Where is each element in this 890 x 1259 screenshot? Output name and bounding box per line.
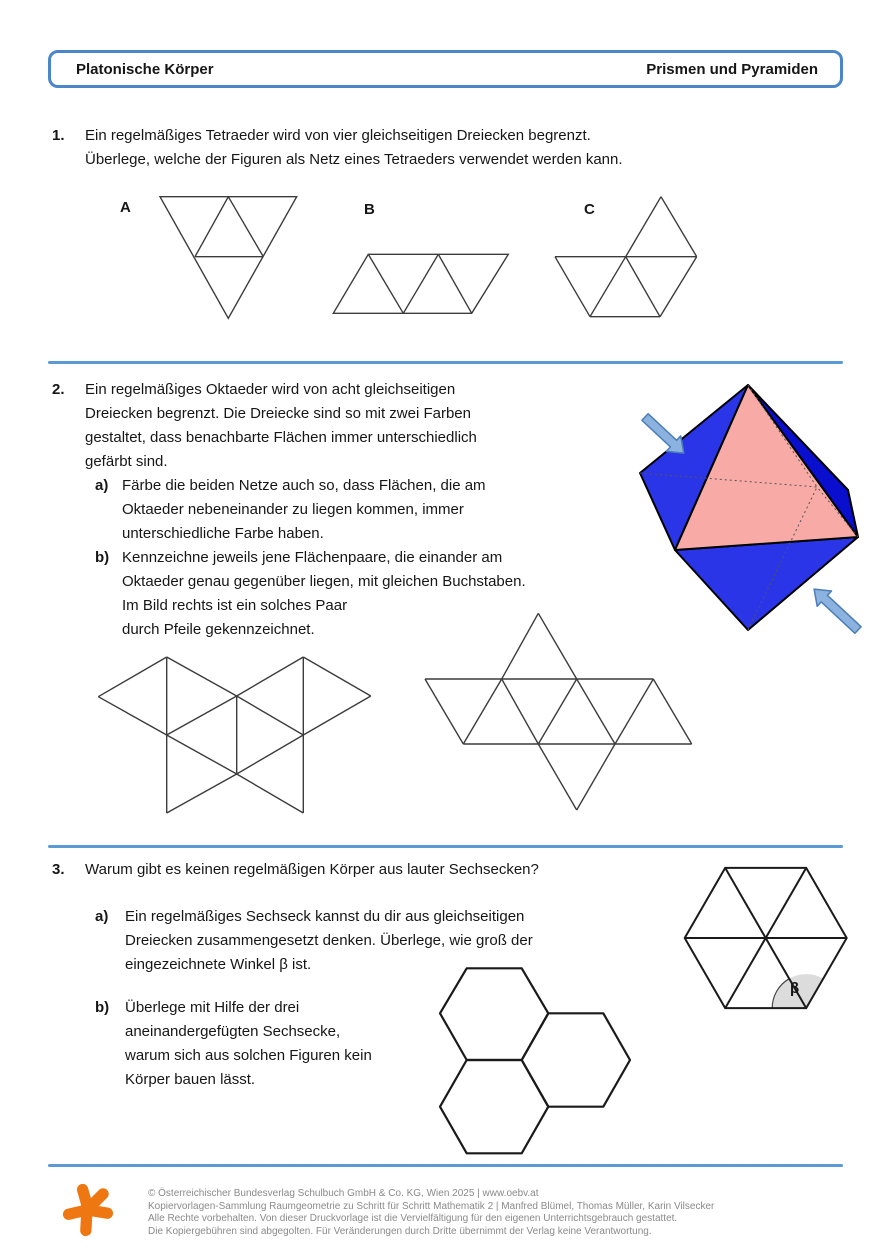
q3b-line: warum sich aus solchen Figuren kein <box>125 1047 372 1064</box>
figure-a-tetrahedron-net <box>115 190 305 325</box>
q2b-line: Kennzeichne jeweils jene Flächenpaare, die einander am <box>122 549 503 566</box>
q3b-label: b) <box>95 999 110 1016</box>
figure-b-tetrahedron-net <box>325 248 515 320</box>
section-divider <box>48 845 843 848</box>
header-left-title: Platonische Körper <box>76 61 214 78</box>
q2b-line: Im Bild rechts ist ein solches Paar <box>122 597 348 614</box>
header-right-title: Prismen und Pyramiden <box>646 61 818 78</box>
q3b-line: Überlege mit Hilfe der drei <box>125 999 300 1016</box>
q2a-line: Färbe die beiden Netze auch so, dass Flächen, die am <box>122 477 486 494</box>
octahedron-illustration <box>620 370 880 640</box>
q3b-line: Körper bauen lässt. <box>125 1071 256 1088</box>
q2a-label: a) <box>95 477 109 494</box>
figure-c-label: C <box>584 201 595 218</box>
q3-number: 3. <box>52 861 65 878</box>
arrow-bottom-right <box>807 581 865 637</box>
section-divider <box>48 1164 843 1167</box>
q2-line: Ein regelmäßiges Oktaeder wird von acht gleichseitigen <box>85 381 456 398</box>
octahedron-net-1 <box>90 648 380 823</box>
section-divider <box>48 361 843 364</box>
footer-copyright: © Österreichischer Bundesverlag Schulbuch GmbH & Co. KG, Wien 2025 | www.oebv.at <box>148 1188 539 1199</box>
q2-line: gestaltet, dass benachbarte Flächen immer unterschiedlich <box>85 429 477 446</box>
q2-number: 2. <box>52 381 65 398</box>
footer-disclaimer: Die Kopiergebühren sind abgegolten. Für Veränderungen durch Dritte übernimmt der Verlag keine Verantwortung. <box>148 1225 652 1237</box>
three-hexagons-figure <box>435 960 645 1165</box>
beta-label: β <box>790 980 800 997</box>
q1-line: Ein regelmäßiges Tetraeder wird von vier gleichseitigen Dreiecken begrenzt. <box>85 127 591 144</box>
footer-rights: Alle Rechte vorbehalten. Von dieser Druckvorlage ist die Vervielfältigung für den eigenen Unterrichtsgebrauch gestattet. <box>148 1213 678 1224</box>
q1-number: 1. <box>52 127 65 144</box>
octahedron-net-2 <box>415 605 705 820</box>
q2-line: gefärbt sind. <box>85 453 168 470</box>
q3a-line: Dreiecken zusammengesetzt denken. Überlege, wie groß der <box>125 932 533 949</box>
figure-b-label: B <box>364 201 375 218</box>
q3-intro: Warum gibt es keinen regelmäßigen Körper aus lauter Sechsecken? <box>85 861 539 878</box>
hexagon-beta-figure <box>675 858 860 1023</box>
q2b-line: durch Pfeile gekennzeichnet. <box>122 621 315 638</box>
footer-series: Kopiervorlagen-Sammlung Raumgeometrie zu Schritt für Schritt Mathematik 2 | Manfred Blümel, Thomas Müller, Karin Vilsecker <box>148 1200 715 1212</box>
q2-line: Dreiecken begrenzt. Die Dreiecke sind so mit zwei Farben <box>85 405 471 422</box>
figure-c-tetrahedron-net <box>548 190 708 323</box>
q2a-line: Oktaeder nebeneinander zu liegen kommen, immer <box>122 501 464 518</box>
q2b-line: Oktaeder genau gegenüber liegen, mit gleichen Buchstaben. <box>122 573 526 590</box>
q2b-label: b) <box>95 549 110 566</box>
q3a-label: a) <box>95 908 109 925</box>
q3a-line: Ein regelmäßiges Sechseck kannst du dir aus gleichseitigen <box>125 908 525 925</box>
q3b-line: aneinandergefügten Sechsecke, <box>125 1023 341 1040</box>
q3a-line: eingezeichnete Winkel β ist. <box>125 956 312 973</box>
q2a-line: unterschiedliche Farbe haben. <box>122 525 324 542</box>
q1-line: Überlege, welche der Figuren als Netz eines Tetraeders verwendet werden kann. <box>85 151 623 168</box>
oebv-logo-icon <box>60 1182 116 1238</box>
figure-a-label: A <box>120 199 131 216</box>
